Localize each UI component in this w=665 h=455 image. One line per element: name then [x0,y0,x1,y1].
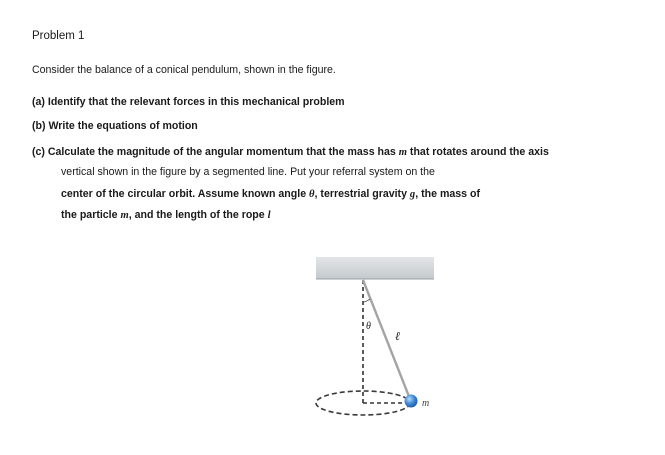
part-c-line1-pre: (c) Calculate the magnitude of the angular momentum that the mass has [32,146,399,158]
part-c-line4 [61,209,271,222]
part-c-m-symbol: m [120,210,129,221]
ceiling-support [316,257,434,279]
part-c-line4-pre: the particle [61,209,121,221]
part-c-line4-mid: , and the length of the rope [128,209,268,221]
theta-label: θ [366,321,371,332]
part-c-theta-symbol: θ [309,189,315,200]
part-c-line3 [61,188,480,201]
part-a: (a) Identify that the relevant forces in this mechanical problem [32,96,345,108]
part-c-line2: vertical shown in the figure by a segmented line. Put your referral system on the [61,166,435,178]
part-c-line3-mid: , terrestrial gravity [314,188,410,200]
part-c-g-symbol: g [409,189,416,200]
problem-intro: Consider the balance of a conical pendulum, shown in the figure. [32,64,336,76]
conical-pendulum-figure [300,255,440,425]
part-c-l-symbol: l [267,210,271,221]
part-c-mass-symbol: m [398,147,407,158]
rope [363,280,410,399]
pendulum-bob [405,395,418,408]
mass-label: m [422,398,430,409]
length-label: ℓ [395,329,400,343]
part-c-line1 [32,146,549,159]
part-c-line3-post: , the mass of [415,188,480,200]
part-c-line1-post: that rotates around the axis [406,146,549,158]
part-b: (b) Write the equations of motion [32,120,198,132]
angle-arc [363,299,370,302]
part-c-line3-pre: center of the circular orbit. Assume known angle [61,188,310,200]
problem-title: Problem 1 [32,30,85,42]
